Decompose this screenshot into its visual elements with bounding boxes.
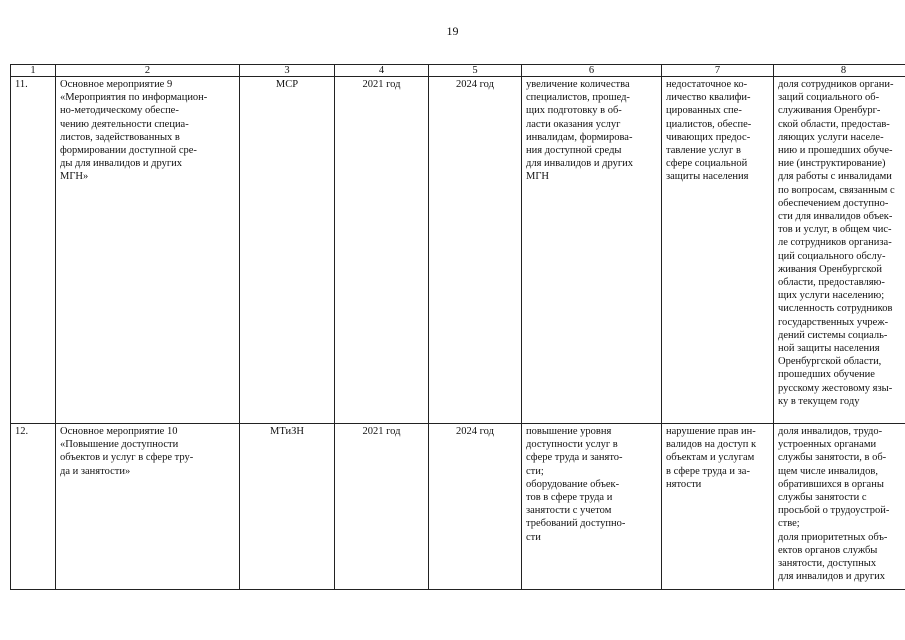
table-header-row (11, 65, 905, 77)
end-year-cell: 2024 год (429, 424, 522, 590)
consequences-cell: нарушение прав ин- валидов на доступ к объектам и услугам в сфере труда и за- нятости (662, 424, 774, 590)
indicators-cell: доля сотрудников органи- заций социального об- служивания Оренбург- ской области, предостав- ляющих услуги населе- нию и прошедших обуче- ние (инструктирование) для работы с инвалидами по вопросам, связанным с обеспечением доступно- сти для инвалидов объек- тов и услуг, в общем чис- ле сотрудников организа- ций социального обслу- живания Оренбургской области, предоставляю- щих услуги населению; численность сотрудников государственных учреж- дений системы социаль- ной защиты населения Оренбургской области, прошедших обучение русскому жестовому язы- ку в текущем году (774, 77, 905, 424)
start-year-cell: 2021 год (335, 77, 429, 424)
column-header: 3 (240, 65, 335, 77)
table-row (11, 424, 905, 590)
row-number: 12. (11, 424, 56, 590)
column-header: 8 (774, 65, 905, 77)
executor-cell: МСР (240, 77, 335, 424)
column-header: 7 (662, 65, 774, 77)
result-cell: повышение уровня доступности услуг в сфере труда и занято- сти; оборудование объек- тов в сфере труда и занятости с учетом требований доступно- сти (522, 424, 662, 590)
table-row (11, 77, 905, 424)
consequences-cell: недостаточное ко- личество квалифи- цированных спе- циалистов, обеспе- чивающих предос- тавление услуг в сфере социальной защиты населения (662, 77, 774, 424)
measures-table (10, 64, 905, 590)
result-cell: увеличение количества специалистов, прошед- щих подготовку в об- ласти оказания услуг инвалидам, формирова- ния доступной среды для инвалидов и других МГН (522, 77, 662, 424)
activity-cell: Основное мероприятие 10 «Повышение доступности объектов и услуг в сфере тру- да и занятости» (56, 424, 240, 590)
column-header: 2 (56, 65, 240, 77)
executor-cell: МТиЗН (240, 424, 335, 590)
column-header: 6 (522, 65, 662, 77)
start-year-cell: 2021 год (335, 424, 429, 590)
end-year-cell: 2024 год (429, 77, 522, 424)
column-header: 1 (11, 65, 56, 77)
row-number: 11. (11, 77, 56, 424)
column-header: 5 (429, 65, 522, 77)
indicators-cell: доля инвалидов, трудо- устроенных органами службы занятости, в об- щем числе инвалидов, обратившихся в органы службы занятости с просьбой о трудоустрой- стве; доля приоритетных объ- ектов органов службы занятости, доступных для инвалидов и других (774, 424, 905, 590)
activity-cell: Основное мероприятие 9 «Мероприятия по информацион- но-методическому обеспе- чению деятельности специа- листов, задействованных в формировании доступной сре- ды для инвалидов и других МГН» (56, 77, 240, 424)
column-header: 4 (335, 65, 429, 77)
page-number: 19 (446, 24, 459, 38)
